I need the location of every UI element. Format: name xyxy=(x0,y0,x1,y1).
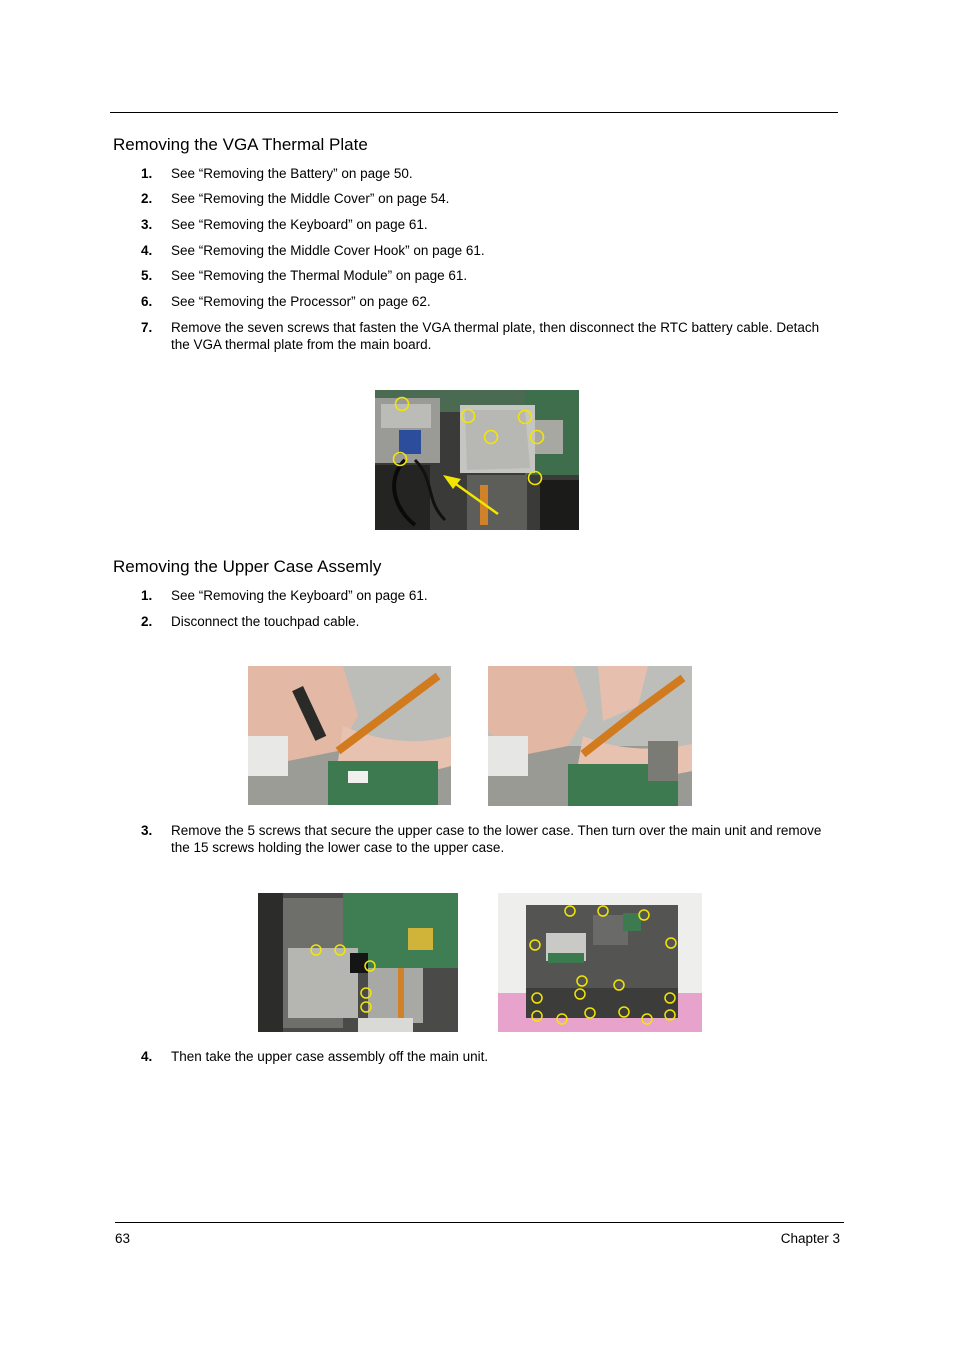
step-text: See “Removing the Middle Cover Hook” on page 61. xyxy=(171,243,485,258)
step-number: 1. xyxy=(141,166,153,181)
step-number: 3. xyxy=(141,823,153,838)
header-rule xyxy=(110,112,838,113)
section-heading-upper-case-assembly: Removing the Upper Case Assemly xyxy=(113,557,382,576)
step-number: 6. xyxy=(141,294,153,309)
step-text: See “Removing the Thermal Module” on page 61. xyxy=(171,268,468,283)
step-text: See “Removing the Battery” on page 50. xyxy=(171,166,413,181)
step-text: Remove the seven screws that fasten the VGA thermal plate, then disconnect the RTC battery cable. Detach the VGA thermal plate from the main board. xyxy=(171,320,820,352)
upper-case-screws-photo xyxy=(258,893,458,1032)
section-heading-vga-thermal-plate: Removing the VGA Thermal Plate xyxy=(113,135,368,154)
chapter-label: Chapter 3 xyxy=(780,1231,840,1246)
step-number: 4. xyxy=(141,243,153,258)
vga-thermal-plate-photo xyxy=(375,390,579,530)
footer-rule xyxy=(115,1222,844,1223)
step-text: See “Removing the Keyboard” on page 61. xyxy=(171,588,428,603)
step-text: See “Removing the Middle Cover” on page 54. xyxy=(171,191,450,206)
step-number: 3. xyxy=(141,217,153,232)
step-number: 7. xyxy=(141,320,153,335)
step-number: 4. xyxy=(141,1049,153,1064)
step-text: Remove the 5 screws that secure the upper case to the lower case. Then turn over the main unit and remove the 15 screws holding the lower case to the upper case. xyxy=(171,823,822,855)
step-text: See “Removing the Processor” on page 62. xyxy=(171,294,431,309)
step-text: Then take the upper case assembly off the main unit. xyxy=(171,1049,489,1064)
step-number: 1. xyxy=(141,588,153,603)
step-number: 2. xyxy=(141,614,153,629)
page-number: 63 xyxy=(115,1231,131,1246)
step-text: Disconnect the touchpad cable. xyxy=(171,614,360,629)
touchpad-cable-photo-2 xyxy=(488,666,692,806)
step-number: 2. xyxy=(141,191,153,206)
lower-case-screws-photo xyxy=(498,893,702,1032)
step-number: 5. xyxy=(141,268,153,283)
step-text: See “Removing the Keyboard” on page 61. xyxy=(171,217,428,232)
touchpad-cable-photo-1 xyxy=(248,666,451,805)
